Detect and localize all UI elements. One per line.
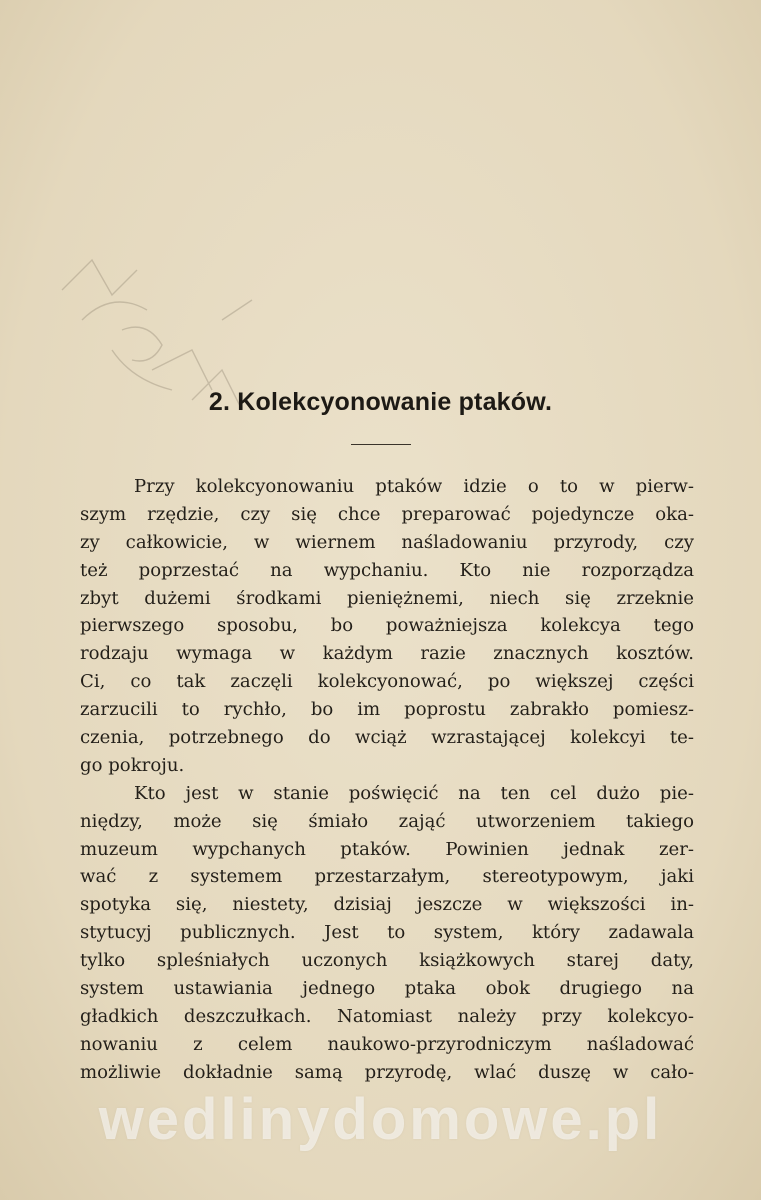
- text-line: nowaniu z celem naukowo-przyrodniczym naśladować: [80, 1033, 694, 1055]
- text-line: Ci, co tak zaczęli kolekcyonować, po większej części: [80, 671, 694, 693]
- paragraph-2: [80, 780, 694, 1087]
- text-line: rodzaju wymaga w każdym razie znacznych kosztów.: [80, 643, 694, 665]
- text-line: spotyka się, niestety, dzisiaj jeszcze w większości in-: [80, 894, 694, 916]
- site-watermark: wedlinydomowe.pl: [98, 1087, 663, 1152]
- text-line: zbyt dużemi środkami pieniężnemi, niech się zrzeknie: [80, 587, 694, 609]
- text-line: niędzy, może się śmiało zająć utworzeniem takiego: [80, 810, 694, 832]
- text-line: Przy kolekcyonowaniu ptaków idzie o to w pierw-: [134, 476, 694, 497]
- text-line: muzeum wypchanych ptaków. Powinien jednak zer-: [80, 838, 694, 860]
- title-divider: [351, 444, 411, 445]
- text-line: gładkich deszczułkach. Natomiast należy przy kolekcyo-: [80, 1005, 694, 1027]
- text-line: wać z systemem przestarzałym, stereotypowym, jaki: [80, 866, 694, 888]
- chapter-title: 2. Kolekcyonowanie ptaków.: [208, 388, 553, 416]
- text-line: zy całkowicie, w wiernem naśladowaniu przyrody, czy: [80, 531, 694, 553]
- text-line: go pokroju.: [80, 754, 185, 776]
- text-line: Kto jest w stanie poświęcić na ten cel dużo pie-: [134, 782, 694, 804]
- text-line: tylko spleśniałych uczonych książkowych starej daty,: [80, 950, 694, 972]
- text-line: też poprzestać na wypchaniu. Kto nie rozporządza: [80, 559, 694, 581]
- text-line: pierwszego sposobu, bo poważniejsza kolekcya tego: [80, 615, 694, 637]
- text-line: czenia, potrzebnego do wciąż wzrastającej kolekcyi te-: [80, 727, 694, 749]
- text-line: stytucyj publicznych. Jest to system, który zadawala: [80, 922, 694, 944]
- text-line: zarzucili to rychło, bo im poprostu zabrakło pomiesz-: [80, 699, 694, 721]
- text-line: możliwie dokładnie samą przyrodę, wlać duszę w cało-: [80, 1061, 694, 1083]
- body-text: [80, 473, 694, 1087]
- paragraph-1: [80, 473, 694, 780]
- text-line: system ustawiania jednego ptaka obok drugiego na: [80, 978, 694, 1000]
- text-line: szym rzędzie, czy się chce preparować pojedyncze oka-: [80, 503, 694, 525]
